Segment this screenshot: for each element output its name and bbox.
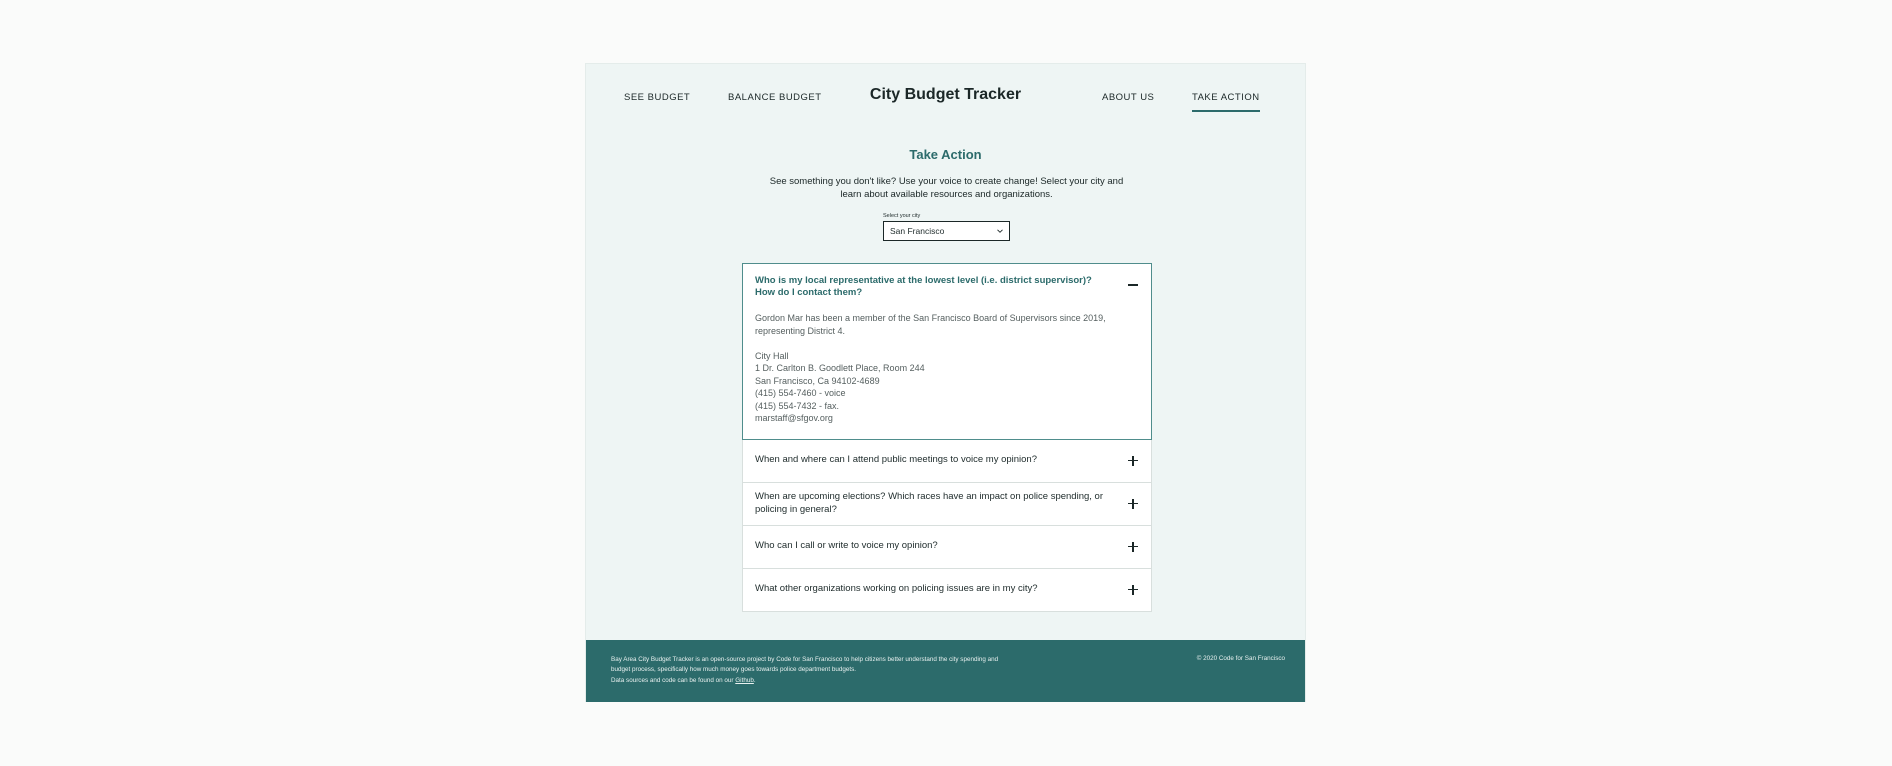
nav-balance-budget[interactable]: BALANCE BUDGET [728,92,822,103]
site-footer [586,640,1305,702]
faq-question: When and where can I attend public meetings to voice my opinion? [755,454,1037,466]
faq-question-button[interactable] [743,440,1151,482]
plus-icon[interactable] [1128,456,1138,466]
page-container [585,63,1306,702]
faq-question: Who is my local representative at the lowest level (i.e. district supervisor)? How do I contact them? [755,274,1092,298]
faq-item [742,439,1152,483]
footer-source [611,677,756,684]
faq-question-button[interactable] [743,526,1151,568]
minus-icon[interactable] [1128,280,1138,290]
footer-copyright: © 2020 Code for San Francisco [1196,655,1285,662]
plus-icon[interactable] [1128,499,1138,509]
footer-description: Bay Area City Budget Tracker is an open-source project by Code for San Francisco to help citizens better understand the city spending and budget process, specifically how much money goes towards police department budgets. [611,656,999,673]
address-line: City Hall [755,350,789,361]
faq-question-button[interactable] [743,569,1151,611]
address-line: San Francisco, Ca 94102-4689 [755,375,880,386]
city-select-value: San Francisco [890,226,945,236]
intro-text: See something you don't like? Use your voice to create change! Select your city and learn about available resources and organizations. [769,176,1124,200]
faq-answer [743,306,1151,439]
plus-icon[interactable] [1128,542,1138,552]
footer-source-text: Data sources and code can be found on our [611,677,736,684]
brand-title: City Budget Tracker [869,86,1022,103]
nav-take-action[interactable]: TAKE ACTION [1192,92,1260,112]
github-link[interactable]: Github [735,677,754,684]
page-title: Take Action [909,147,982,162]
phone-fax: (415) 554-7432 - fax. [755,400,840,411]
faq-question: Who can I call or write to voice my opinion? [755,540,938,552]
nav-see-budget[interactable]: SEE BUDGET [624,92,691,103]
faq-item [742,568,1152,612]
top-nav [586,64,1305,124]
nav-about-us[interactable]: ABOUT US [1102,92,1155,103]
faq-question: What other organizations working on policing issues are in my city? [755,583,1038,595]
city-select-label: Select your city [883,213,921,219]
faq-item [742,482,1152,526]
faq-item [742,525,1152,569]
answer-intro: Gordon Mar has been a member of the San Francisco Board of Supervisors since 2019, representing District 4. [755,313,1106,336]
chevron-down-icon [997,228,1003,234]
city-select[interactable] [883,221,1010,241]
footer-source-suffix: . [753,677,756,684]
faq-question-button[interactable] [743,483,1151,525]
faq-question: When are upcoming elections? Which races have an impact on police spending, or policing in general? [755,491,1103,515]
phone-voice: (415) 554-7460 - voice [755,388,846,398]
faq-accordion [742,264,1152,612]
address-line: 1 Dr. Carlton B. Goodlett Place, Room 244 [755,363,925,373]
contact-email: marstaff@sfgov.org [755,413,833,423]
faq-question-button[interactable] [743,264,1151,306]
plus-icon[interactable] [1128,585,1138,595]
faq-item [742,263,1152,440]
